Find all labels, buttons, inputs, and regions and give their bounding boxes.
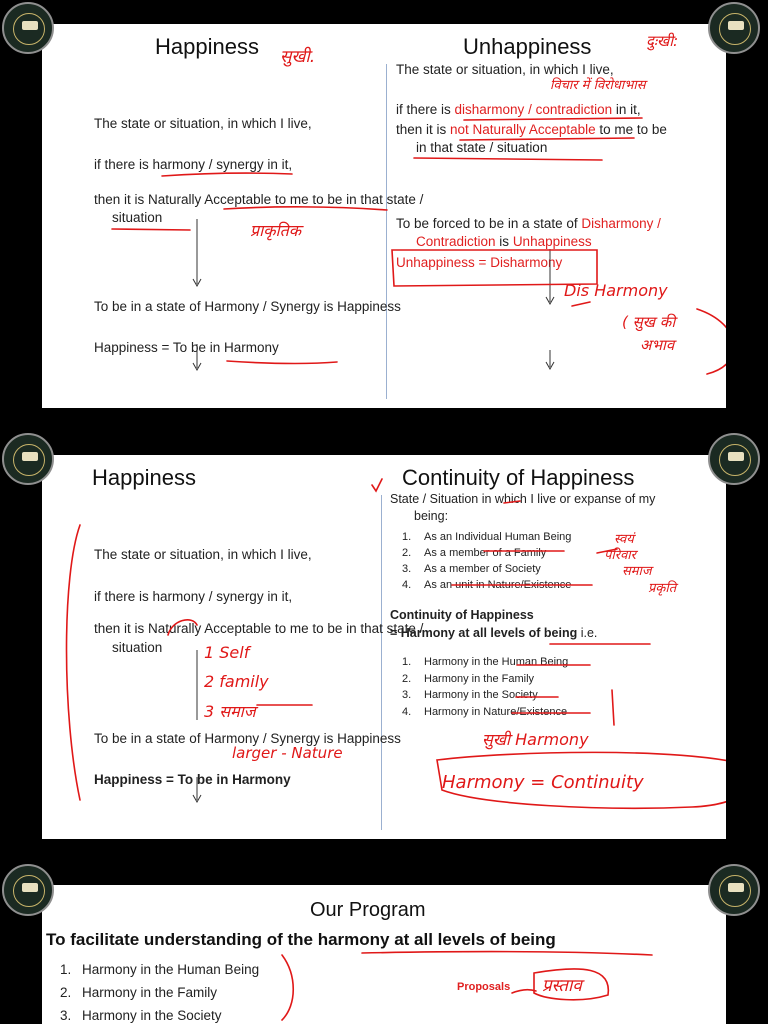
list-item: 4. Harmony in Nature/Existence — [402, 705, 568, 718]
slide2-left-para3: then it is Naturally Acceptable to me to be in that state / — [94, 621, 424, 636]
slide1-right-para2: if there is disharmony / contradiction in it, — [396, 102, 641, 117]
logo-badge-top-left-3 — [2, 864, 54, 916]
slide2-right-intro: State / Situation in which I live or expanse of my — [390, 492, 656, 506]
list-item: 3. As a member of Society — [402, 563, 541, 575]
slide1-right-para4-cont: Contradiction is Unhappiness — [416, 234, 592, 249]
ink-samaj2: समाज — [622, 564, 652, 579]
slide1-right-para3-cont: in that state / situation — [416, 140, 548, 155]
list-item: 4. As an unit in Nature/Existence — [402, 579, 572, 591]
slide-happiness-unhappiness — [42, 24, 726, 408]
ink-abhav: अभाव — [640, 336, 675, 354]
ink-sukhi-harmony: सुखी Harmony — [482, 730, 589, 749]
slide-our-program — [42, 885, 726, 1024]
slide2-left-title: Happiness — [92, 465, 196, 490]
logo-badge-top-right-2 — [708, 433, 760, 485]
slide2-harmony-line: = Harmony at all levels of being i.e. — [390, 626, 598, 640]
ink-family: 2 family — [204, 672, 269, 691]
slide3-proposals-label: Proposals — [457, 981, 511, 993]
ink-self: 1 Self — [204, 643, 250, 662]
ink-svayam: स्वयं — [614, 532, 634, 547]
slide1-left-para1: The state or situation, in which I live, — [94, 116, 312, 131]
slide2-left-para5: Happiness = To be in Harmony — [94, 772, 291, 787]
list-item: 1. Harmony in the Human Being — [402, 656, 569, 668]
slide1-flow-arrows — [42, 24, 726, 408]
slide2-left-para1: The state or situation, in which I live, — [94, 547, 312, 562]
slide1-right-para1: The state or situation, in which I live, — [396, 62, 614, 77]
slide1-right-para5: Unhappiness = Disharmony — [396, 255, 563, 270]
slide2-left-para2: if there is harmony / synergy in it, — [94, 589, 293, 604]
ink-harmony-continuity: Harmony = Continuity — [442, 772, 644, 793]
slide2-flow-arrows — [42, 455, 726, 839]
slide1-left-para2: if there is harmony / synergy in it, — [94, 157, 293, 172]
slide2-continuity-heading: Continuity of Happiness — [390, 608, 534, 622]
slide3-subtitle: To facilitate understanding of the harmony at all levels of being — [46, 930, 556, 949]
list-item: 1. Harmony in the Human Being — [60, 962, 260, 977]
logo-badge-top-left-2 — [2, 433, 54, 485]
ink-parivar: परिवार — [604, 548, 636, 563]
list-item: 1. As an Individual Human Being — [402, 531, 572, 543]
slide3-program-list — [60, 958, 259, 1024]
list-item: 2. As a member of a Family — [402, 547, 547, 559]
list-item: 3. Harmony in the Society — [60, 1008, 222, 1023]
slide2-left-para3-cont: situation — [112, 640, 163, 655]
list-item: 2. Harmony in the Family — [60, 985, 218, 1000]
slide1-right-para3: then it is not Naturally Acceptable to me to be — [396, 122, 667, 137]
logo-badge-top-right-3 — [708, 864, 760, 916]
slide1-left-para4: To be in a state of Harmony / Synergy is Happiness — [94, 299, 401, 314]
ink-vichar: विचार में विरोधाभास — [550, 78, 646, 93]
ink-prakriti: प्रकृति — [648, 581, 677, 596]
slide1-left-para3-cont: situation — [112, 210, 163, 225]
slide2-left-para4: To be in a state of Harmony / Synergy is Happiness — [94, 731, 401, 746]
list-item: 3. Harmony in the Society — [402, 689, 538, 701]
ink-sukh-ki: ( सुख की — [622, 313, 676, 331]
ink-larger-nature: larger - Nature — [232, 744, 343, 762]
slide-continuity-of-happiness — [42, 455, 726, 839]
ink-dis-harmony: Dis Harmony — [564, 281, 668, 300]
list-item: 2. Harmony in the Family — [402, 672, 535, 685]
slide1-left-para5: Happiness = To be in Harmony — [94, 340, 279, 355]
logo-badge-top-right-1 — [708, 2, 760, 54]
slide1-left-para3: then it is Naturally Acceptable to me to be in that state / — [94, 192, 424, 207]
slide1-right-title: Unhappiness — [463, 34, 592, 59]
ink-dukhi: दुःखी: — [646, 32, 679, 50]
slide2-right-intro-cont: being: — [414, 509, 449, 523]
slide1-right-para4: To be forced to be in a state of Disharmony / — [396, 216, 661, 231]
logo-badge-top-left-1 — [2, 2, 54, 54]
slide3-title: Our Program — [310, 899, 426, 921]
ink-samaj: 3 समाज — [204, 702, 256, 721]
slide1-left-title: Happiness — [155, 34, 259, 59]
ink-prakritik: प्राकृतिक — [250, 221, 302, 240]
slide2-right-title: Continuity of Happiness — [402, 465, 635, 490]
ink-sukhi: सुखी. — [280, 47, 316, 67]
ink-prastav: प्रस्ताव — [542, 976, 582, 996]
